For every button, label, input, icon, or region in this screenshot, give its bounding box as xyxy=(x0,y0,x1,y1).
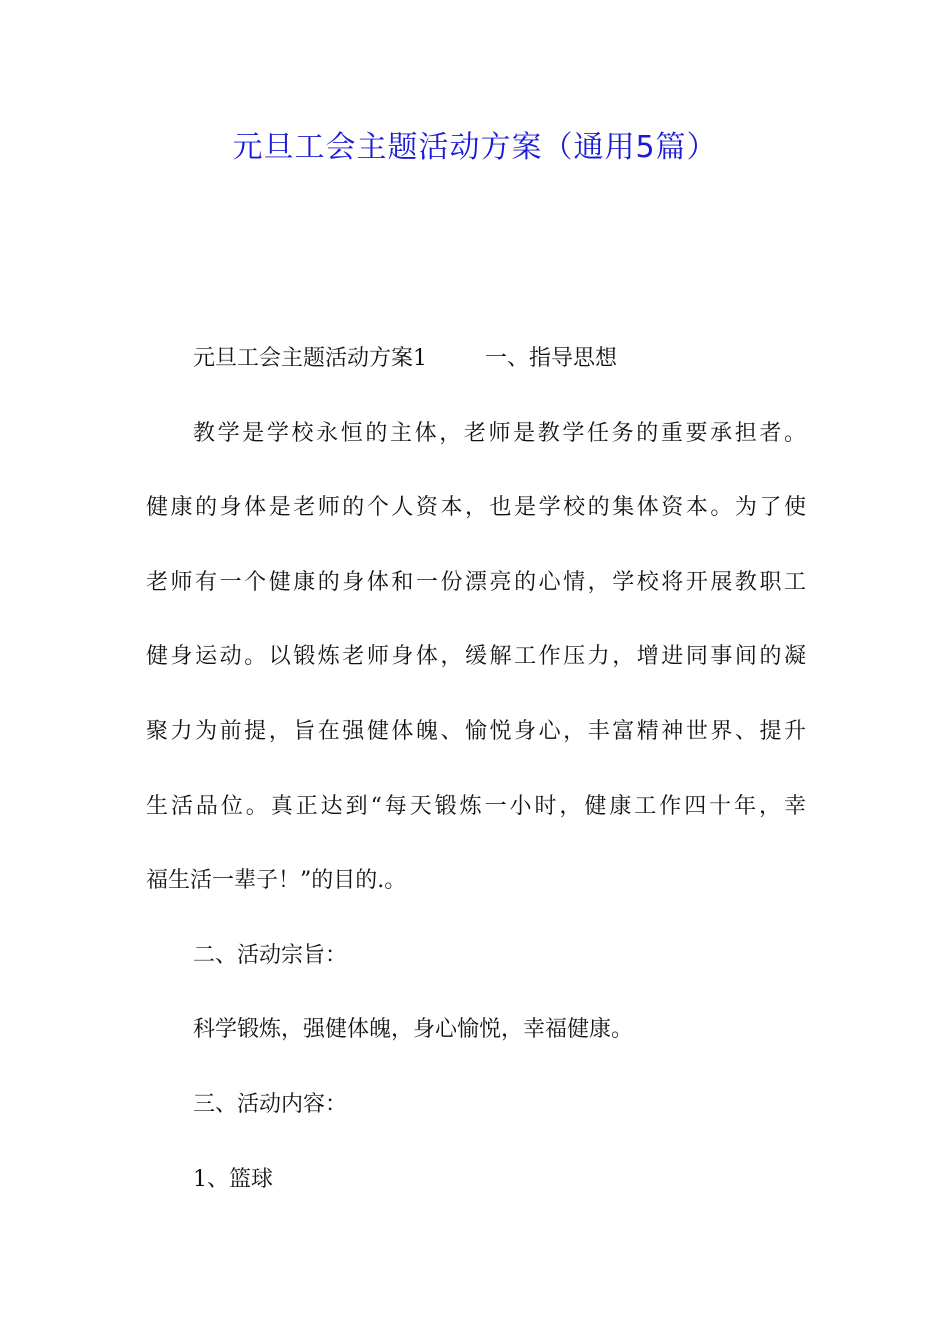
paragraph-line xyxy=(146,337,806,412)
paragraph-line: 聚力为前提，旨在强健体魄、愉悦身心，丰富精神世界、提升 xyxy=(146,718,806,744)
section-heading: 二、活动宗旨： xyxy=(193,942,348,968)
subsection-heading: 一、指导思想 xyxy=(485,346,618,371)
paragraph-line: 健康的身体是老师的个人资本，也是学校的集体资本。为了使 xyxy=(146,495,806,521)
section-heading: 三、活动内容： xyxy=(193,1091,348,1117)
paragraph-line: 教学是学校永恒的主体，老师是教学任务的重要承担者。 xyxy=(193,420,806,446)
paragraph-line: 生活品位。真正达到“每天锻炼一小时，健康工作四十年，幸 xyxy=(146,793,806,819)
document-title: 元旦工会主题活动方案（通用5篇） xyxy=(232,130,718,165)
list-item: 1、篮球 xyxy=(193,1166,273,1192)
paragraph-line: 福生活一辈子！”的目的.。 xyxy=(146,868,407,894)
section-heading: 元旦工会主题活动方案1 xyxy=(193,346,427,371)
paragraph-line: 科学锻炼，强健体魄，身心愉悦，幸福健康。 xyxy=(193,1017,634,1043)
document-body xyxy=(146,337,806,1232)
paragraph-line: 健身运动。以锻炼老师身体，缓解工作压力，增进同事间的凝 xyxy=(146,644,806,670)
paragraph-line: 老师有一个健康的身体和一份漂亮的心情，学校将开展教职工 xyxy=(146,569,806,595)
